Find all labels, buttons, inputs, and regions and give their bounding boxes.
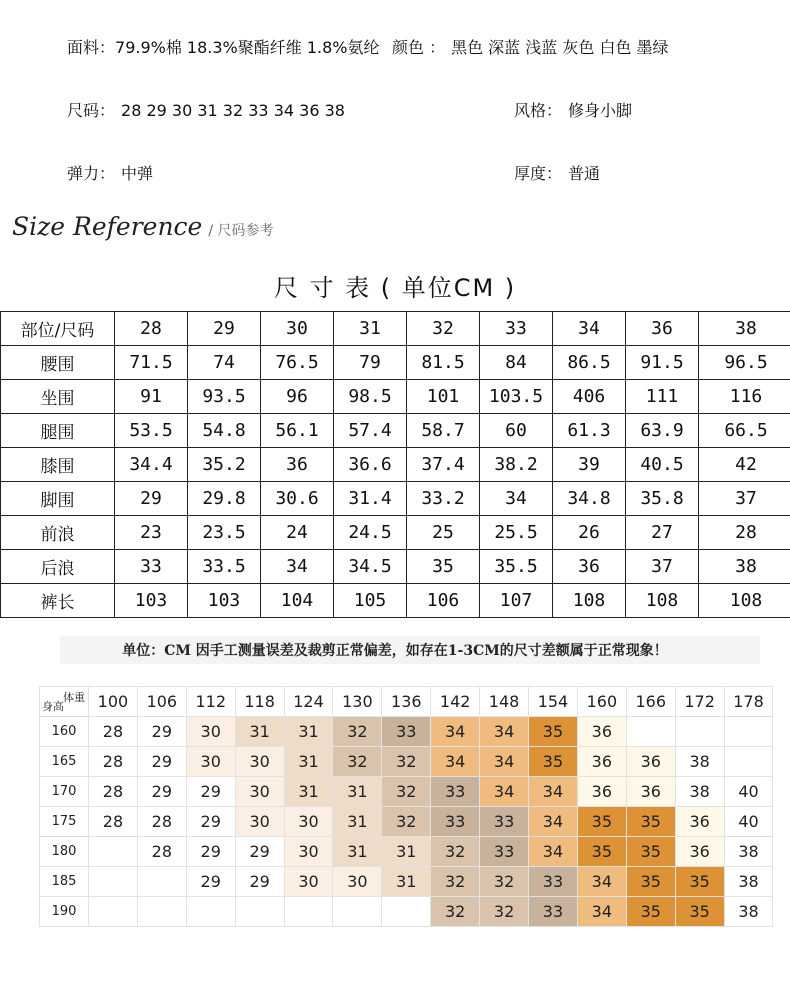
recommended-size-cell: 30 [333, 867, 382, 897]
weight-header: 130 [333, 687, 382, 717]
measurement-value: 71.5 [115, 346, 188, 380]
size-column-header: 30 [261, 312, 334, 346]
spec-color-value: 黑色 深蓝 浅蓝 灰色 白色 墨绿 [451, 38, 669, 57]
recommended-size-cell: 35 [626, 897, 675, 927]
size-table-row [1, 346, 790, 380]
recommended-size-cell [724, 717, 773, 747]
measurement-value: 42 [699, 448, 790, 482]
recommended-size-cell: 38 [724, 837, 773, 867]
measurement-value: 24 [261, 516, 334, 550]
recommended-size-cell [724, 747, 773, 777]
weight-header: 124 [284, 687, 333, 717]
size-reference-title: Size Reference [12, 212, 203, 241]
size-table-row [1, 380, 790, 414]
recommended-size-cell: 34 [529, 777, 578, 807]
recommended-size-cell: 28 [137, 807, 186, 837]
size-table [0, 311, 790, 618]
recommended-size-cell: 33 [480, 807, 529, 837]
measurement-value: 93.5 [188, 380, 261, 414]
spec-style [514, 98, 632, 121]
height-label: 185 [40, 867, 89, 897]
measurement-label: 膝围 [1, 448, 115, 482]
recommended-size-cell: 31 [333, 807, 382, 837]
measurement-value: 103.5 [480, 380, 553, 414]
size-column-header: 31 [334, 312, 407, 346]
size-table-header-row [1, 312, 790, 346]
recommended-size-cell: 36 [675, 837, 724, 867]
recommend-corner [40, 687, 89, 717]
recommended-size-cell: 35 [626, 867, 675, 897]
recommended-size-cell: 31 [284, 777, 333, 807]
measurement-value: 34.4 [115, 448, 188, 482]
measurement-value: 91.5 [626, 346, 699, 380]
measurement-value: 101 [407, 380, 480, 414]
recommended-size-cell: 33 [382, 717, 431, 747]
measurement-value: 86.5 [553, 346, 626, 380]
measurement-value: 108 [553, 584, 626, 618]
recommended-size-cell: 32 [333, 717, 382, 747]
recommend-row [40, 777, 773, 807]
size-table-row [1, 482, 790, 516]
measurement-value: 36.6 [334, 448, 407, 482]
measurement-value: 91 [115, 380, 188, 414]
measurement-value: 25 [407, 516, 480, 550]
recommended-size-cell [186, 897, 235, 927]
measurement-value: 23 [115, 516, 188, 550]
weight-header: 154 [529, 687, 578, 717]
recommended-size-cell: 33 [431, 807, 480, 837]
recommend-row [40, 717, 773, 747]
recommended-size-cell: 40 [724, 807, 773, 837]
measurement-value: 25.5 [480, 516, 553, 550]
size-table-corner: 部位/尺码 [1, 312, 115, 346]
measurement-value: 84 [480, 346, 553, 380]
measurement-value: 116 [699, 380, 790, 414]
recommend-row [40, 897, 773, 927]
size-column-header: 32 [407, 312, 480, 346]
recommend-row [40, 837, 773, 867]
recommended-size-cell: 31 [382, 837, 431, 867]
recommended-size-cell: 36 [577, 777, 626, 807]
height-label: 160 [40, 717, 89, 747]
measurement-value: 406 [553, 380, 626, 414]
size-table-row [1, 516, 790, 550]
recommended-size-cell: 33 [529, 897, 578, 927]
size-table-row [1, 448, 790, 482]
recommended-size-cell: 31 [284, 717, 333, 747]
weight-header: 112 [186, 687, 235, 717]
size-table-row [1, 550, 790, 584]
recommended-size-cell: 35 [529, 717, 578, 747]
recommended-size-cell: 30 [235, 807, 284, 837]
recommended-size-cell: 36 [577, 747, 626, 777]
recommended-size-cell [675, 717, 724, 747]
measurement-value: 74 [188, 346, 261, 380]
recommended-size-cell: 34 [529, 807, 578, 837]
recommended-size-cell: 35 [529, 747, 578, 777]
recommended-size-cell [89, 897, 138, 927]
recommended-size-cell: 34 [480, 747, 529, 777]
recommended-size-cell: 31 [235, 717, 284, 747]
measurement-value: 53.5 [115, 414, 188, 448]
recommended-size-cell: 34 [480, 717, 529, 747]
measurement-value: 37 [626, 550, 699, 584]
measurement-value: 58.7 [407, 414, 480, 448]
size-column-header: 29 [188, 312, 261, 346]
spec-elasticity-value: 中弹 [121, 164, 154, 183]
measurement-label: 腿围 [1, 414, 115, 448]
recommended-size-cell: 29 [186, 837, 235, 867]
weight-header: 178 [724, 687, 773, 717]
size-table-row [1, 584, 790, 618]
measurement-value: 34 [261, 550, 334, 584]
measurement-value: 34 [480, 482, 553, 516]
measurement-value: 108 [626, 584, 699, 618]
measurement-value: 76.5 [261, 346, 334, 380]
measurement-value: 37.4 [407, 448, 480, 482]
spec-thickness-value: 普通 [568, 164, 601, 183]
recommend-row [40, 747, 773, 777]
spec-fabric-label: 面料： [67, 38, 116, 57]
size-table-title: 尺 寸 表 ( 单位CM ) [273, 274, 517, 302]
measurement-value: 38 [699, 550, 790, 584]
measurement-value: 23.5 [188, 516, 261, 550]
recommended-size-cell: 29 [186, 777, 235, 807]
recommended-size-cell: 28 [89, 717, 138, 747]
recommended-size-cell: 36 [675, 807, 724, 837]
height-label: 165 [40, 747, 89, 777]
recommended-size-cell: 30 [284, 807, 333, 837]
recommended-size-cell: 30 [235, 747, 284, 777]
recommended-size-cell [89, 867, 138, 897]
measurement-value: 40.5 [626, 448, 699, 482]
recommended-size-cell: 35 [626, 837, 675, 867]
recommended-size-cell [137, 867, 186, 897]
measurement-value: 33.2 [407, 482, 480, 516]
recommended-size-cell: 29 [137, 717, 186, 747]
measurement-value: 56.1 [261, 414, 334, 448]
height-label: 190 [40, 897, 89, 927]
recommended-size-cell: 32 [431, 837, 480, 867]
recommended-size-cell [626, 717, 675, 747]
measurement-value: 105 [334, 584, 407, 618]
measurement-value: 33.5 [188, 550, 261, 584]
spec-style-value: 修身小脚 [568, 101, 633, 120]
measurement-value: 39 [553, 448, 626, 482]
recommended-size-cell [89, 837, 138, 867]
measurement-value: 79 [334, 346, 407, 380]
measurement-label: 裤长 [1, 584, 115, 618]
size-column-header: 34 [553, 312, 626, 346]
recommended-size-cell: 29 [137, 777, 186, 807]
height-label: 180 [40, 837, 89, 867]
recommended-size-cell: 32 [480, 867, 529, 897]
size-column-header: 36 [626, 312, 699, 346]
measurement-value: 81.5 [407, 346, 480, 380]
measurement-value: 26 [553, 516, 626, 550]
measurement-value: 31.4 [334, 482, 407, 516]
recommended-size-cell: 38 [675, 777, 724, 807]
height-label: 175 [40, 807, 89, 837]
weight-header: 100 [89, 687, 138, 717]
measurement-value: 103 [115, 584, 188, 618]
measurement-value: 24.5 [334, 516, 407, 550]
recommended-size-cell: 31 [333, 777, 382, 807]
recommended-size-cell: 33 [480, 837, 529, 867]
measurement-label: 脚围 [1, 482, 115, 516]
measurement-value: 103 [188, 584, 261, 618]
measurement-value: 63.9 [626, 414, 699, 448]
recommended-size-cell: 35 [577, 807, 626, 837]
recommended-size-cell: 38 [724, 867, 773, 897]
recommended-size-cell: 33 [529, 867, 578, 897]
size-column-header: 33 [480, 312, 553, 346]
spec-color-label: 颜色 ： [392, 38, 446, 57]
recommend-header-row [40, 687, 773, 717]
recommended-size-cell: 36 [626, 747, 675, 777]
recommended-size-cell: 29 [235, 867, 284, 897]
measurement-value: 57.4 [334, 414, 407, 448]
spec-fabric [67, 35, 380, 58]
spec-elasticity [67, 161, 153, 184]
recommended-size-cell: 32 [431, 897, 480, 927]
recommended-size-cell: 32 [431, 867, 480, 897]
size-column-header: 38 [699, 312, 790, 346]
recommended-size-cell: 35 [675, 897, 724, 927]
recommended-size-cell: 28 [89, 777, 138, 807]
measurement-label: 坐围 [1, 380, 115, 414]
measurement-label: 腰围 [1, 346, 115, 380]
recommended-size-cell: 32 [382, 807, 431, 837]
recommended-size-cell: 28 [89, 747, 138, 777]
measurement-note: 单位：CM 因手工测量误差及裁剪正常偏差，如存在1-3CM的尺寸差额属于正常现象！ [122, 643, 668, 659]
recommended-size-cell: 36 [577, 717, 626, 747]
measurement-value: 35 [407, 550, 480, 584]
weight-header: 106 [137, 687, 186, 717]
measurement-value: 106 [407, 584, 480, 618]
recommended-size-cell: 34 [577, 867, 626, 897]
measurement-value: 107 [480, 584, 553, 618]
recommended-size-cell: 35 [626, 807, 675, 837]
size-table-row [1, 414, 790, 448]
recommended-size-cell: 38 [724, 897, 773, 927]
spec-sizes-value: 28 29 30 31 32 33 34 36 38 [121, 101, 345, 120]
recommended-size-cell [235, 897, 284, 927]
measurement-value: 96 [261, 380, 334, 414]
recommended-size-cell: 29 [235, 837, 284, 867]
recommended-size-cell: 32 [333, 747, 382, 777]
measurement-value: 35.2 [188, 448, 261, 482]
recommend-row [40, 807, 773, 837]
measurement-value: 38.2 [480, 448, 553, 482]
recommended-size-cell: 31 [382, 867, 431, 897]
weight-header: 118 [235, 687, 284, 717]
measurement-value: 104 [261, 584, 334, 618]
recommended-size-cell: 35 [577, 837, 626, 867]
recommended-size-cell: 38 [675, 747, 724, 777]
recommended-size-cell: 35 [675, 867, 724, 897]
recommended-size-cell: 31 [333, 837, 382, 867]
recommended-size-cell: 31 [284, 747, 333, 777]
recommended-size-cell: 32 [382, 777, 431, 807]
measurement-value: 27 [626, 516, 699, 550]
recommended-size-cell: 30 [284, 837, 333, 867]
recommended-size-cell: 32 [382, 747, 431, 777]
measurement-value: 28 [699, 516, 790, 550]
spec-thickness [514, 161, 600, 184]
measurement-label: 后浪 [1, 550, 115, 584]
size-column-header: 28 [115, 312, 188, 346]
spec-thickness-label: 厚度： [514, 164, 563, 183]
height-label: 170 [40, 777, 89, 807]
recommend-row [40, 867, 773, 897]
corner-height-label: 身高 [42, 700, 64, 713]
spec-style-label: 风格： [514, 101, 563, 120]
recommended-size-cell: 33 [431, 777, 480, 807]
size-recommendation-table [39, 686, 773, 927]
recommended-size-cell: 36 [626, 777, 675, 807]
measurement-value: 35.5 [480, 550, 553, 584]
recommended-size-cell: 34 [577, 897, 626, 927]
spec-sizes-label: 尺码： [67, 101, 116, 120]
measurement-value: 60 [480, 414, 553, 448]
recommended-size-cell: 29 [186, 807, 235, 837]
measurement-value: 34.8 [553, 482, 626, 516]
recommended-size-cell [382, 897, 431, 927]
recommended-size-cell: 30 [186, 717, 235, 747]
measurement-value: 108 [699, 584, 790, 618]
measurement-value: 96.5 [699, 346, 790, 380]
recommended-size-cell: 34 [529, 837, 578, 867]
measurement-value: 66.5 [699, 414, 790, 448]
weight-header: 148 [480, 687, 529, 717]
measurement-value: 37 [699, 482, 790, 516]
size-reference-subtitle: / 尺码参考 [208, 223, 274, 239]
recommended-size-cell [333, 897, 382, 927]
measurement-value: 61.3 [553, 414, 626, 448]
spec-elasticity-label: 弹力： [67, 164, 116, 183]
measurement-value: 30.6 [261, 482, 334, 516]
weight-header: 166 [626, 687, 675, 717]
measurement-value: 54.8 [188, 414, 261, 448]
measurement-value: 29.8 [188, 482, 261, 516]
size-reference-heading [12, 212, 274, 241]
recommended-size-cell [284, 897, 333, 927]
spec-sizes [67, 98, 345, 121]
weight-header: 172 [675, 687, 724, 717]
measurement-value: 36 [261, 448, 334, 482]
recommended-size-cell [137, 897, 186, 927]
recommended-size-cell: 28 [137, 837, 186, 867]
weight-header: 160 [577, 687, 626, 717]
measurement-value: 98.5 [334, 380, 407, 414]
spec-color [392, 35, 669, 58]
recommended-size-cell: 30 [186, 747, 235, 777]
recommended-size-cell: 29 [137, 747, 186, 777]
recommended-size-cell: 34 [431, 747, 480, 777]
weight-header: 142 [431, 687, 480, 717]
recommended-size-cell: 29 [186, 867, 235, 897]
measurement-label: 前浪 [1, 516, 115, 550]
weight-header: 136 [382, 687, 431, 717]
measurement-value: 111 [626, 380, 699, 414]
recommended-size-cell: 30 [235, 777, 284, 807]
measurement-value: 35.8 [626, 482, 699, 516]
recommended-size-cell: 30 [284, 867, 333, 897]
recommended-size-cell: 40 [724, 777, 773, 807]
recommended-size-cell: 34 [431, 717, 480, 747]
measurement-value: 36 [553, 550, 626, 584]
recommended-size-cell: 32 [480, 897, 529, 927]
corner-weight-label: 体重 [63, 691, 85, 704]
measurement-value: 34.5 [334, 550, 407, 584]
measurement-value: 33 [115, 550, 188, 584]
spec-fabric-value: 79.9%棉 18.3%聚酯纤维 1.8%氨纶 [115, 38, 380, 57]
measurement-value: 29 [115, 482, 188, 516]
recommended-size-cell: 28 [89, 807, 138, 837]
recommended-size-cell: 34 [480, 777, 529, 807]
